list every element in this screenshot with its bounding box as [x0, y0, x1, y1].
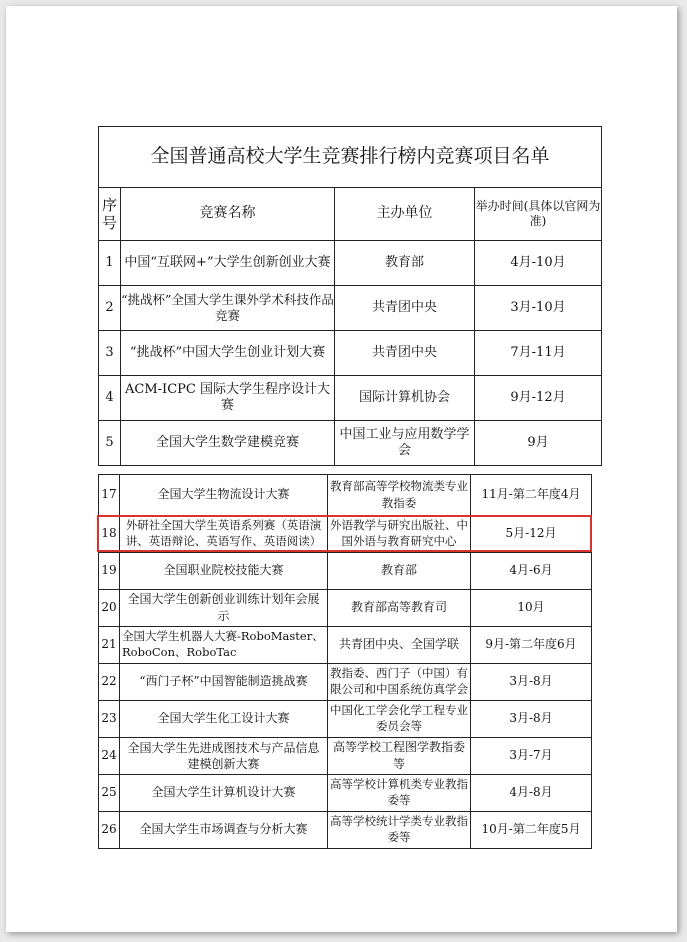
row-organizer: 国际计算机协会: [335, 376, 475, 421]
row-name: 全国大学生物流设计大赛: [120, 475, 328, 516]
table-row: [99, 812, 592, 849]
row-time: 9月-第二年度6月: [471, 627, 592, 664]
row-seq: 1: [99, 241, 121, 286]
row-organizer: 共青团中央、全国学联: [328, 627, 471, 664]
row-organizer: 高等学校统计学类专业教指委等: [328, 812, 471, 849]
table-row: [99, 738, 592, 775]
header-organizer: 主办单位: [335, 188, 475, 241]
table-row: [99, 286, 602, 331]
row-organizer: 高等学校计算机类专业教指委等: [328, 775, 471, 812]
table-row: [99, 331, 602, 376]
table-row: [99, 664, 592, 701]
row-organizer: 教指委、西门子（中国）有限公司和中国系统仿真学会: [328, 664, 471, 701]
row-name: “挑战杯”中国大学生创业计划大赛: [121, 331, 335, 376]
table-row: [99, 590, 592, 627]
row-seq: 18: [99, 516, 120, 553]
row-name: 全国大学生数学建模竞赛: [121, 421, 335, 466]
row-name: 全国大学生化工设计大赛: [120, 701, 328, 738]
competition-table-bottom: [98, 474, 592, 849]
row-organizer: 共青团中央: [335, 286, 475, 331]
row-seq: 23: [99, 701, 120, 738]
row-time: 10月-第二年度5月: [471, 812, 592, 849]
table-row: [99, 701, 592, 738]
row-organizer: 外语教学与研究出版社、中国外语与教育研究中心: [328, 516, 471, 553]
row-seq: 26: [99, 812, 120, 849]
row-name: “西门子杯”中国智能制造挑战赛: [120, 664, 328, 701]
row-organizer: 高等学校工程图学教指委等: [328, 738, 471, 775]
row-seq: 21: [99, 627, 120, 664]
table-row: [99, 421, 602, 466]
row-time: 4月-6月: [471, 553, 592, 590]
row-name: 全国职业院校技能大赛: [120, 553, 328, 590]
row-name: ACM-ICPC 国际大学生程序设计大赛: [121, 376, 335, 421]
table-row: [99, 627, 592, 664]
header-seq: 序号: [99, 188, 121, 241]
table-row: [99, 241, 602, 286]
table-row: [99, 376, 602, 421]
row-organizer: 共青团中央: [335, 331, 475, 376]
row-time: 9月: [475, 421, 602, 466]
row-organizer: 中国化工学会化学工程专业委员会等: [328, 701, 471, 738]
row-time: 3月-10月: [475, 286, 602, 331]
header-time: 举办时间(具体以官网为准): [475, 188, 602, 241]
row-name: 全国大学生机器人大赛-RoboMaster、RoboCon、RoboTac: [120, 627, 328, 664]
row-time: 11月-第二年度4月: [471, 475, 592, 516]
row-seq: 17: [99, 475, 120, 516]
header-name: 竞赛名称: [121, 188, 335, 241]
row-seq: 25: [99, 775, 120, 812]
table-row: [99, 775, 592, 812]
row-name: 全国大学生市场调查与分析大赛: [120, 812, 328, 849]
row-time: 3月-8月: [471, 664, 592, 701]
row-name: 全国大学生先进成图技术与产品信息建模创新大赛: [120, 738, 328, 775]
row-organizer: 教育部: [328, 553, 471, 590]
row-time: 4月-8月: [471, 775, 592, 812]
row-name: 全国大学生计算机设计大赛: [120, 775, 328, 812]
row-time: 5月-12月: [471, 516, 592, 553]
row-time: 3月-7月: [471, 738, 592, 775]
table-row-highlighted: [99, 516, 592, 553]
row-name: 外研社全国大学生英语系列赛（英语演讲、英语辩论、英语写作、英语阅读）: [120, 516, 328, 553]
row-organizer: 教育部高等教育司: [328, 590, 471, 627]
competition-table-top: [98, 126, 602, 466]
row-seq: 4: [99, 376, 121, 421]
row-name: 全国大学生创新创业训练计划年会展示: [120, 590, 328, 627]
row-time: 3月-8月: [471, 701, 592, 738]
row-seq: 24: [99, 738, 120, 775]
row-seq: 5: [99, 421, 121, 466]
table-title: 全国普通高校大学生竞赛排行榜内竞赛项目名单: [99, 127, 602, 188]
row-time: 9月-12月: [475, 376, 602, 421]
table-row: [99, 475, 592, 516]
row-organizer: 中国工业与应用数学学会: [335, 421, 475, 466]
row-seq: 20: [99, 590, 120, 627]
row-organizer: 教育部: [335, 241, 475, 286]
row-seq: 19: [99, 553, 120, 590]
row-seq: 22: [99, 664, 120, 701]
row-time: 4月-10月: [475, 241, 602, 286]
row-time: 10月: [471, 590, 592, 627]
table-row: [99, 553, 592, 590]
row-organizer: 教育部高等学校物流类专业教指委: [328, 475, 471, 516]
row-seq: 2: [99, 286, 121, 331]
row-name: “挑战杯”全国大学生课外学术科技作品竞赛: [121, 286, 335, 331]
row-seq: 3: [99, 331, 121, 376]
row-time: 7月-11月: [475, 331, 602, 376]
row-name: 中国“互联网+”大学生创新创业大赛: [121, 241, 335, 286]
